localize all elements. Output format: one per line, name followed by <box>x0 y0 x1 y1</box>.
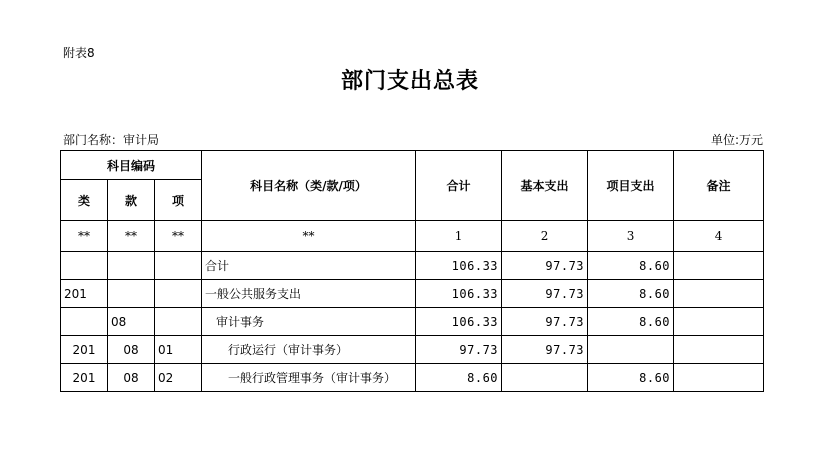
header-project-expenditure: 项目支出 <box>588 151 674 221</box>
cell-name: 审计事务 <box>202 308 416 336</box>
cell-total: 106.33 <box>416 280 502 308</box>
cell-kuan: 08 <box>108 364 155 392</box>
index-cell: ** <box>108 221 155 252</box>
cell-remark <box>674 308 764 336</box>
cell-xiang: 02 <box>155 364 202 392</box>
table-row <box>61 252 764 280</box>
index-cell: 4 <box>674 221 764 252</box>
header-basic-expenditure: 基本支出 <box>502 151 588 221</box>
unit-label: 单位:万元 <box>710 133 763 147</box>
cell-lei: 201 <box>61 364 108 392</box>
header-total: 合计 <box>416 151 502 221</box>
cell-project <box>588 336 674 364</box>
index-cell: 2 <box>502 221 588 252</box>
cell-xiang <box>155 280 202 308</box>
table-row <box>61 336 764 364</box>
cell-remark <box>674 336 764 364</box>
cell-xiang <box>155 308 202 336</box>
cell-project: 8.60 <box>588 252 674 280</box>
page-title: 部门支出总表 <box>340 68 479 94</box>
index-cell: ** <box>155 221 202 252</box>
cell-project: 8.60 <box>588 364 674 392</box>
department-name: 部门名称：审计局 <box>63 133 160 147</box>
expenditure-table <box>60 150 764 392</box>
cell-basic: 97.73 <box>502 280 588 308</box>
cell-lei: 201 <box>61 336 108 364</box>
cell-basic: 97.73 <box>502 336 588 364</box>
cell-remark <box>674 252 764 280</box>
header-lei: 类 <box>61 180 108 221</box>
cell-lei: 201 <box>61 280 108 308</box>
cell-lei <box>61 252 108 280</box>
header-subject-name: 科目名称（类/款/项） <box>202 151 416 221</box>
cell-remark <box>674 364 764 392</box>
cell-total: 106.33 <box>416 308 502 336</box>
cell-total: 106.33 <box>416 252 502 280</box>
cell-kuan <box>108 280 155 308</box>
cell-name: 行政运行（审计事务） <box>202 336 416 364</box>
attachment-label: 附表8 <box>63 46 95 60</box>
header-subject-code: 科目编码 <box>61 151 202 180</box>
header-kuan: 款 <box>108 180 155 221</box>
index-cell: 3 <box>588 221 674 252</box>
cell-kuan: 08 <box>108 308 155 336</box>
cell-basic: 97.73 <box>502 308 588 336</box>
cell-project: 8.60 <box>588 308 674 336</box>
cell-basic <box>502 364 588 392</box>
cell-basic: 97.73 <box>502 252 588 280</box>
index-cell: ** <box>202 221 416 252</box>
cell-xiang <box>155 252 202 280</box>
cell-name: 一般行政管理事务（审计事务） <box>202 364 416 392</box>
cell-total: 97.73 <box>416 336 502 364</box>
cell-xiang: 01 <box>155 336 202 364</box>
index-cell: 1 <box>416 221 502 252</box>
table-row <box>61 308 764 336</box>
cell-project: 8.60 <box>588 280 674 308</box>
cell-kuan: 08 <box>108 336 155 364</box>
cell-remark <box>674 280 764 308</box>
cell-kuan <box>108 252 155 280</box>
cell-total: 8.60 <box>416 364 502 392</box>
cell-lei <box>61 308 108 336</box>
header-remark: 备注 <box>674 151 764 221</box>
table-row <box>61 364 764 392</box>
index-cell: ** <box>61 221 108 252</box>
cell-name: 合计 <box>202 252 416 280</box>
cell-name: 一般公共服务支出 <box>202 280 416 308</box>
header-xiang: 项 <box>155 180 202 221</box>
index-row <box>61 221 764 252</box>
table-row <box>61 280 764 308</box>
